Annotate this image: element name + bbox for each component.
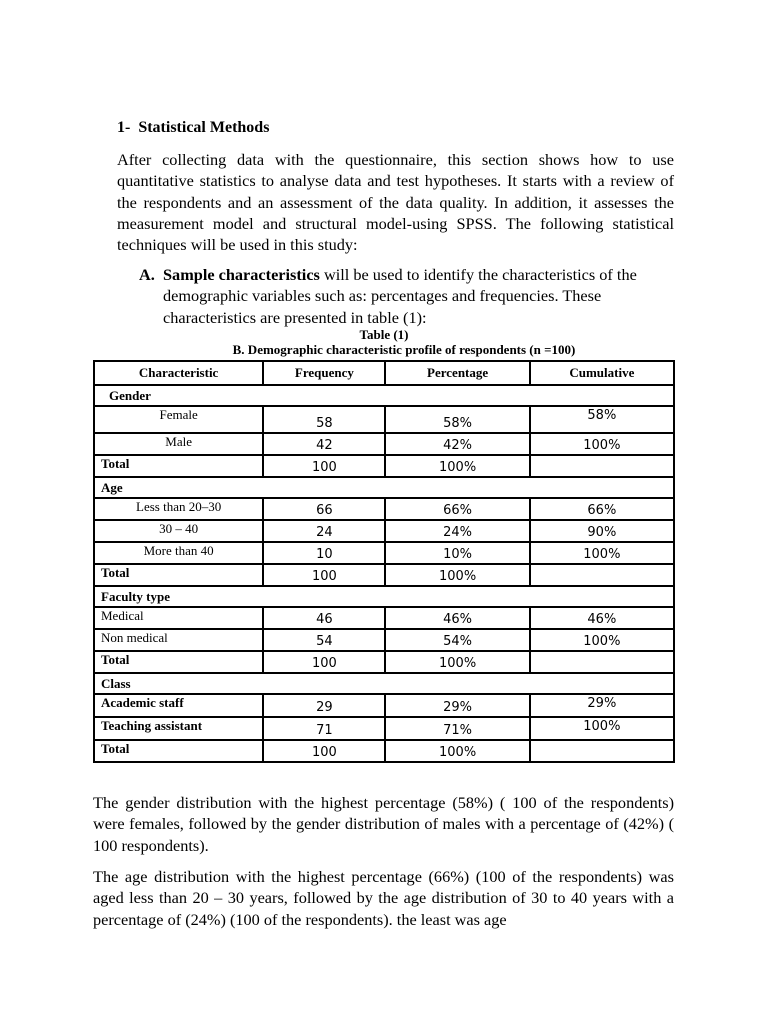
cell-cumulative: 46% (530, 607, 674, 629)
header-cumulative: Cumulative (530, 361, 674, 385)
cell-frequency: 10 (263, 542, 385, 564)
row-label: Non medical (94, 629, 263, 651)
table-row (94, 629, 674, 651)
cell-percentage: 24% (385, 520, 529, 542)
section-label: Faculty type (94, 586, 674, 607)
age-paragraph: The age distribution with the highest percentage (66%) (100 of the respondents) was aged less than 20 – 30 years, followed by the age distribution of 30 to 40 years with a percentage of (24%) (100 of the respondents). the least was age (93, 867, 674, 929)
cell-cumulative: 100% (530, 542, 674, 564)
cell-cumulative: 100% (530, 717, 674, 740)
row-label: Less than 20–30 (94, 498, 263, 520)
total-percentage: 100% (385, 651, 529, 673)
total-frequency: 100 (263, 455, 385, 477)
cell-frequency: 46 (263, 607, 385, 629)
cell-cumulative: 66% (530, 498, 674, 520)
table-caption: Table (1) (359, 327, 409, 342)
row-label: More than 40 (94, 542, 263, 564)
row-label: 30 – 40 (94, 520, 263, 542)
cell-frequency: 24 (263, 520, 385, 542)
table-row (94, 717, 674, 740)
table-row (94, 542, 674, 564)
section-row-class (94, 673, 674, 694)
list-item-body (163, 264, 683, 328)
cell-frequency: 54 (263, 629, 385, 651)
list-item-bold: Sample characteristics (163, 265, 320, 284)
row-label: Medical (94, 607, 263, 629)
total-percentage: 100% (385, 564, 529, 586)
cell-frequency: 58 (263, 406, 385, 433)
cell-cumulative: 29% (530, 694, 674, 717)
cell-frequency: 29 (263, 694, 385, 717)
cell-percentage: 42% (385, 433, 529, 455)
section-title: Statistical Methods (138, 119, 270, 136)
total-row (94, 740, 674, 762)
cell-percentage: 29% (385, 694, 529, 717)
cell-percentage: 54% (385, 629, 529, 651)
row-label: Female (94, 406, 263, 433)
section-row-age (94, 477, 674, 498)
section-heading (117, 119, 269, 137)
section-number: 1- (117, 119, 131, 136)
table-row (94, 694, 674, 717)
list-item-text: will be used to identify the characteristics of the demographic variables such as: percentages and frequencies. These characteristics are presented in table (1): (163, 265, 637, 327)
table-row (94, 498, 674, 520)
cell-percentage: 66% (385, 498, 529, 520)
gender-paragraph: The gender distribution with the highest percentage (58%) ( 100 of the respondents) were females, followed by the gender distribution of males with a percentage of (42%) ( 100 respondents). (93, 793, 674, 855)
cell-cumulative: 100% (530, 629, 674, 651)
header-frequency: Frequency (263, 361, 385, 385)
cell-percentage: 58% (385, 406, 529, 433)
row-label: Academic staff (94, 694, 263, 717)
header-characteristic: Characteristic (94, 361, 263, 385)
section-row-gender (94, 385, 674, 406)
section-label: Age (94, 477, 674, 498)
section-label: Class (94, 673, 674, 694)
cell-frequency: 42 (263, 433, 385, 455)
total-row (94, 564, 674, 586)
total-cumulative (530, 740, 674, 762)
total-frequency: 100 (263, 651, 385, 673)
total-percentage: 100% (385, 740, 529, 762)
total-frequency: 100 (263, 564, 385, 586)
row-label: Teaching assistant (94, 717, 263, 740)
cell-frequency: 66 (263, 498, 385, 520)
cell-frequency: 71 (263, 717, 385, 740)
cell-cumulative: 100% (530, 433, 674, 455)
total-frequency: 100 (263, 740, 385, 762)
total-cumulative (530, 455, 674, 477)
table-row (94, 520, 674, 542)
section-row-faculty (94, 586, 674, 607)
total-label: Total (94, 455, 263, 477)
cell-percentage: 71% (385, 717, 529, 740)
total-label: Total (94, 564, 263, 586)
total-cumulative (530, 564, 674, 586)
table-header-row (94, 361, 674, 385)
section-label: Gender (94, 385, 674, 406)
total-label: Total (94, 651, 263, 673)
table-row (94, 433, 674, 455)
table-row (94, 406, 674, 433)
demographic-table (93, 360, 675, 763)
total-percentage: 100% (385, 455, 529, 477)
cell-percentage: 46% (385, 607, 529, 629)
table-row (94, 607, 674, 629)
cell-cumulative: 90% (530, 520, 674, 542)
table-subcaption: B. Demographic characteristic profile of respondents (n =100) (232, 342, 576, 357)
total-cumulative (530, 651, 674, 673)
list-marker: A. (139, 265, 155, 284)
total-label: Total (94, 740, 263, 762)
total-row (94, 651, 674, 673)
cell-cumulative: 58% (530, 406, 674, 433)
intro-paragraph: After collecting data with the questionnaire, this section shows how to use quantitative statistics to analyse data and test hypotheses. It starts with a review of the respondents and an assessment of the data quality. In addition, it assesses the measurement model and structural model-using SPSS. The following statistical techniques will be used in this study: (117, 150, 674, 255)
header-percentage: Percentage (385, 361, 529, 385)
cell-percentage: 10% (385, 542, 529, 564)
total-row (94, 455, 674, 477)
row-label: Male (94, 433, 263, 455)
